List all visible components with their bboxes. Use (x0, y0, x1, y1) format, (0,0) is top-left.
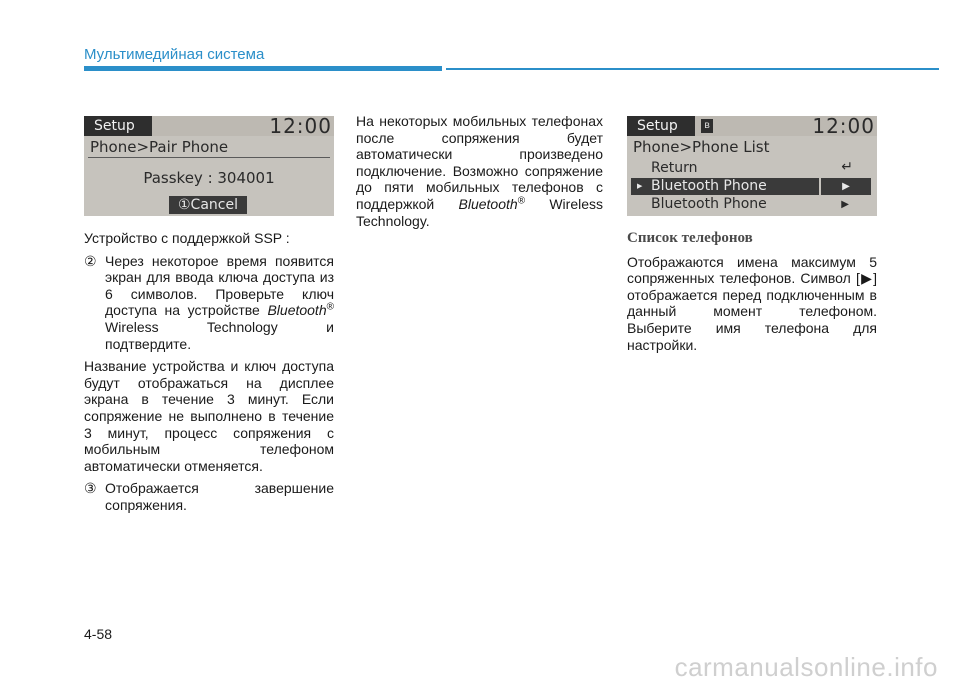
connected-marker-icon: ▶ (637, 182, 643, 190)
return-label: Return (651, 160, 698, 176)
step-number: ③ (84, 480, 97, 497)
column-left (84, 230, 334, 520)
phone-list-paragraph (627, 254, 877, 354)
screen-path: Phone>Phone List (633, 138, 770, 156)
section-title: Мультимедийная система (84, 46, 265, 63)
play-marker-icon: ▶ (859, 270, 874, 287)
bluetooth-icon: ʙ (701, 119, 713, 133)
cancel-button[interactable]: ①Cancel (169, 196, 247, 214)
clock: 12:00 (269, 116, 332, 138)
pairing-paragraph: Название устройства и ключ доступа будут отображаться на дисплее экрана в течение 3 минут. Если сопряжение не выполнено в течение 3 минут, процесс сопряжения с мобильным телефоном автоматически отменяется. (84, 358, 334, 474)
return-row[interactable] (631, 160, 873, 177)
registered-mark: ® (517, 195, 526, 207)
phone-row[interactable] (631, 196, 873, 213)
brand-name: Bluetooth (458, 195, 518, 212)
column-right (627, 230, 877, 359)
phone-label: Bluetooth Phone (651, 178, 767, 194)
phone-row-selected[interactable] (631, 178, 819, 195)
arrow-right-icon: ▶ (841, 199, 849, 210)
phone-arrow-button[interactable]: ▶ (821, 178, 871, 195)
path-divider (88, 157, 330, 158)
step-2 (84, 253, 334, 353)
phone-label: Bluetooth Phone (651, 196, 767, 212)
step-text: Отображается завершение сопряжения. (105, 480, 334, 513)
paragraph-text-cont: ] отображается перед подключенным в данный момент телефоном. Выберите имя телефона для настройки. (627, 270, 877, 353)
step-text: Через некоторое время появится экран для ввода ключа доступа из 6 символов. Проверьте ключ доступа на устройстве (105, 252, 334, 319)
header-rule-thin (446, 68, 939, 70)
paragraph-tail: Wireless Technology. (356, 195, 604, 229)
step-text-tail: Wireless Technology и подтвердите. (105, 318, 334, 352)
return-icon: ↵ (841, 159, 853, 175)
setup-tab: Setup (627, 116, 695, 136)
setup-tab: Setup (84, 116, 152, 136)
phone-list-heading: Список телефонов (627, 230, 753, 246)
watermark: carmanualsonline.info (674, 652, 938, 682)
column-middle (356, 113, 603, 235)
passkey-text: Passkey : 304001 (143, 169, 275, 187)
pair-phone-screen (84, 116, 334, 216)
paragraph-text: Отображаются имена максимум 5 сопряженных телефонов. Символ [ (627, 253, 877, 287)
ssp-intro: Устройство с поддержкой SSP : (84, 230, 290, 246)
step-3 (84, 480, 334, 513)
clock: 12:00 (812, 116, 875, 138)
screen-path: Phone>Pair Phone (90, 138, 229, 156)
page-number: 4-58 (84, 626, 113, 642)
phone-list-screen (627, 116, 877, 216)
registered-mark: ® (326, 301, 334, 313)
brand-name: Bluetooth (267, 302, 327, 319)
paragraph-text: На некоторых мобильных телефонах после сопряжения будет автоматически произведено подключение. Возможно сопряжение до пяти мобильных телефонов с поддержкой (356, 113, 603, 212)
step-number: ② (84, 252, 97, 269)
header-rule-thick (84, 66, 442, 71)
auto-connect-paragraph (356, 113, 603, 229)
